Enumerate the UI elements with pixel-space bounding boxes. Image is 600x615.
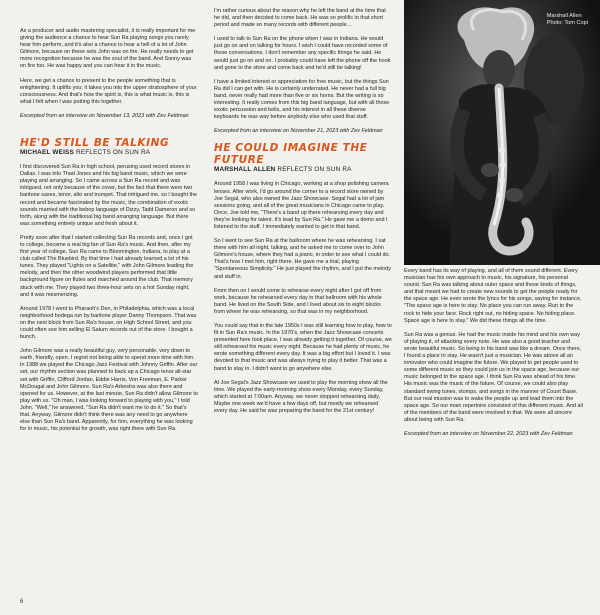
paragraph: At Joe Segal's Jazz Showcase we used to play the morning show all the time. We played the early-morning show every Monday, every Sunday, which started at 7:00am. Anyway, we never stopped rehearsing daily. Maybe one week we'd have a few days off, but mostly we rehearsed every day. He said he was preparing the band for the 21st century! <box>214 379 388 415</box>
paragraph: Every band has its way of playing, and all of them sound different. Every musician has his own approach to music, his signature, his personal sound. Sun Ra was talking about outer space and those kinds of things, and that meant we had to create new sounds to get the people ready for the space age. He even wrote the lyrics for his songs, saying for instance, "The space age is here to stay. No place you can run away. Run to the rock to hide your face. Rock right out, no hiding space. No hiding place. Space age is here to stay." We did these things all the time. <box>404 268 582 324</box>
paragraph: Around 1978 I went to Pharaoh's Den, in Philadelphia, which was a local neighborhood bodega run by baritone player Danny Thompson. That was on the next block from Sun Ra's house, on High School Street, and you could often see him selling El Saturn records out of the store. I bought a bunch. <box>20 305 197 341</box>
paragraph: Around 1958 I was living in Chicago, working at a shop polishing camera lenses. After work, I'd go around the corner to a record store owned by Joe Segal, who also owned the Jazz Showcase. Segal had a lot of jam sessions going, and all of the great musicians in Chicago came to play. Once, Joe told me, "There's a band up there rehearsing every day and they're looking for talent. It's lead by Sun Ra." He gave me a demo and I listened to the stuff. I immediately wanted to get in that band. <box>214 181 389 230</box>
interview-credit: Excerpted from an interview on November 22, 2023 with Zev Feldman <box>404 430 573 437</box>
paragraph: Sun Ra was a genius. He had the music inside his mind and his own way of playing it, of attacking every note. He was also a good teacher and wrote beautiful music. So being in his band was like a dream. Once there, I found a place to stay. He wasn't just a musician. He was above all an innovator who could imagine the future. We played to get people used to some different music so they could join us in the space age, because our music belonged to the space age. I think Sun Ra was ahead of his time. His music was the music of the future. Of course, we could also play standard swing tunes, stomps, and songs in the manner of Count Basie. But our real mission was to wake the people up and lead them into the space age. So our main repertoire consisted of this different music. And all of the members of the band were involved in that. We were all sincere about being with Sun Ra. <box>404 331 583 423</box>
article-byline <box>214 166 392 174</box>
byline-rest: REFLECTS ON SUN RA <box>75 149 151 157</box>
interview-credit: Excerpted from an interview on November 13, 2023 with Zev Feldman <box>20 112 189 119</box>
paragraph: So I went to see Sun Ra at the ballroom where he was rehearsing. I sat there with him all night, talking, and he asked me to come over to John Gilmore's house, where they had a piano, in order to see what I could do. That's how I met him, right there. He gave me a trial, playing "Spontaneous Simplicity." He just played the rhythm, and I put the melody and stuff in. <box>214 238 391 280</box>
interview-credit: Excerpted from an interview on November 21, 2023 with Zev Feldman <box>214 128 383 135</box>
column-middle <box>214 8 392 422</box>
paragraph: John Gilmore was a really beautiful guy, very personable, very down to earth, friendly, open. I regret not being able to spend more time with him. In 1988 we played the Chicago Jazz Festival with Johnny Griffin. After our set, our rhythm section was planned to back up a Chicago tenor all-star set with Griffin, Clifford Jordan, Eddie Harris, Von Freeman, E. Parker McDougal and John Gilmore. Sun Ra's Arkestra was also there and opened for us. However, at the last minute, Sun Ra didn't allow Gilmore to play with us. "Oh man, I was looking forward to playing with you," I told John. "Well," he answered, "Sun Ra didn't want me to do it." So that's that. Anyway, Gilmore didn't think there was any need to go anywhere else than Sun Ra's band. Apparently, for him, everything he was looking for in music, his potential for growth, was right there with Sun Ra. <box>20 348 198 433</box>
paragraph: Pretty soon after that I started collecting Sun Ra records and, once I got to college, became a real big fan of Sun Ra's music. And then, after my first year of college, Sun Ra came to Bloomington, Indiana, to play at a club called The Bluebird. By that time I had already learned a lot of his tunes. They played "Lights on a Satellite," with John Gilmore leading the melody, and then the other woodwind players performed that little background figure on flutes and marched around the club. That memory stuck with me. They played two three-hour sets on a hot Sunday night, and it was mesmerizing. <box>20 234 194 298</box>
byline-author: MARSHALL ALLEN <box>214 166 276 174</box>
article-headline: HE COULD IMAGINE THE FUTURE <box>214 142 368 167</box>
paragraph: I'm rather curious about the reason why he left the band at the time that he did, and then decided to come back. He was so prolific in that short period and made so many records with different people… <box>214 8 386 29</box>
photo-caption <box>547 13 588 27</box>
paragraph: Here, we get a chance to present to the people something that is enlightening. It uplifts you; it takes you into the upper stratosphere of your consciousness. And that's how the spirit is, this is what music is, this is what I felt when I was putting this together. <box>20 77 197 105</box>
paragraph: You could say that in the late 1950s I was still learning how to play, how to fit in Sun Ra's music. In the 1970's, when the Jazz Showcase concerts presented here took place, I was already getting it together. Of course, we still rehearsed his music every night. Because he had plenty of music, he wrote something different every day. It was a big effort but I loved it. I was devoted to that music and was always trying to play it better. That was a band to stay in. I didn't want to go anywhere else. <box>214 323 392 372</box>
column-right <box>404 268 584 445</box>
paragraph: I first discovered Sun Ra in high school, perusing used record stores in Dallas. I was into Thad Jones and his big band music, which we were playing and arranging. So I came across a Sun Ra record and was intrigued, not only because of the cover, but the fact that there were two baritone saxes, tenor, alto and trumpet. That intrigued me, so I bought the record and became fascinated by the music, the combination of exotic sounds married with the bebop language of Dizzy, Tadd Dameron and so forth, along with the traditional big band arranging language. But there was something entirely unique and fresh about it. <box>20 164 198 227</box>
page-number: 6 <box>20 599 24 605</box>
column-left <box>20 28 198 440</box>
article-headline: HE'D STILL BE TALKING <box>20 137 170 150</box>
saxophonist-image <box>404 0 600 265</box>
article-byline <box>20 149 198 157</box>
caption-name: Marshall Allen <box>546 13 582 19</box>
paragraph: From then on I would come to rehearse every night after I got off from work, because he rehearsed every day in that ballroom with his whole band. He lived on the South Side, and I lived about six to eight blocks from where he was rehearsing, so that was in my neighborhood. <box>214 287 382 315</box>
byline-rest: REFLECTS ON SUN RA <box>277 166 352 174</box>
marshall-allen-photo <box>404 0 600 265</box>
paragraph: I have a limited interest or appreciation for free music, but the things Sun Ra did I can get with. He is certainly underrated. He never had a full big band, never really had more than five or six horns. But the writing is so interesting. It really comes from this big band language, but with all those exotic percussion and bells, and his interest in all these diverse keyboards he was way before anybody else who used that stuff. <box>214 78 390 121</box>
paragraph: As a producer and audio mastering specialist, it is really important for me giving the audience a chance to hear Sun Ra playing songs you rarely hear him perform, and it's also a chance to hear a hell of a lot of John Gilmore, because on these sets John was on fire. He really needs to get more recognition because he was the soul of the band. And Sonny was on fire too. He was happy and you can hear it in the music. <box>20 28 196 70</box>
byline-author: MICHAEL WEISS <box>20 149 74 157</box>
paragraph: I used to talk to Sun Ra on the phone when I was in Indiana. He would just go on and on talking for hours. I wish I could have recorded some of those conversations. I don't remember any specific things he said. He would just go on and on. I probably could have left the phone off the hook and gone to the store and come back and he'd still be talking! <box>214 36 391 71</box>
caption-credit: Photo: Tom Copi <box>546 20 588 26</box>
